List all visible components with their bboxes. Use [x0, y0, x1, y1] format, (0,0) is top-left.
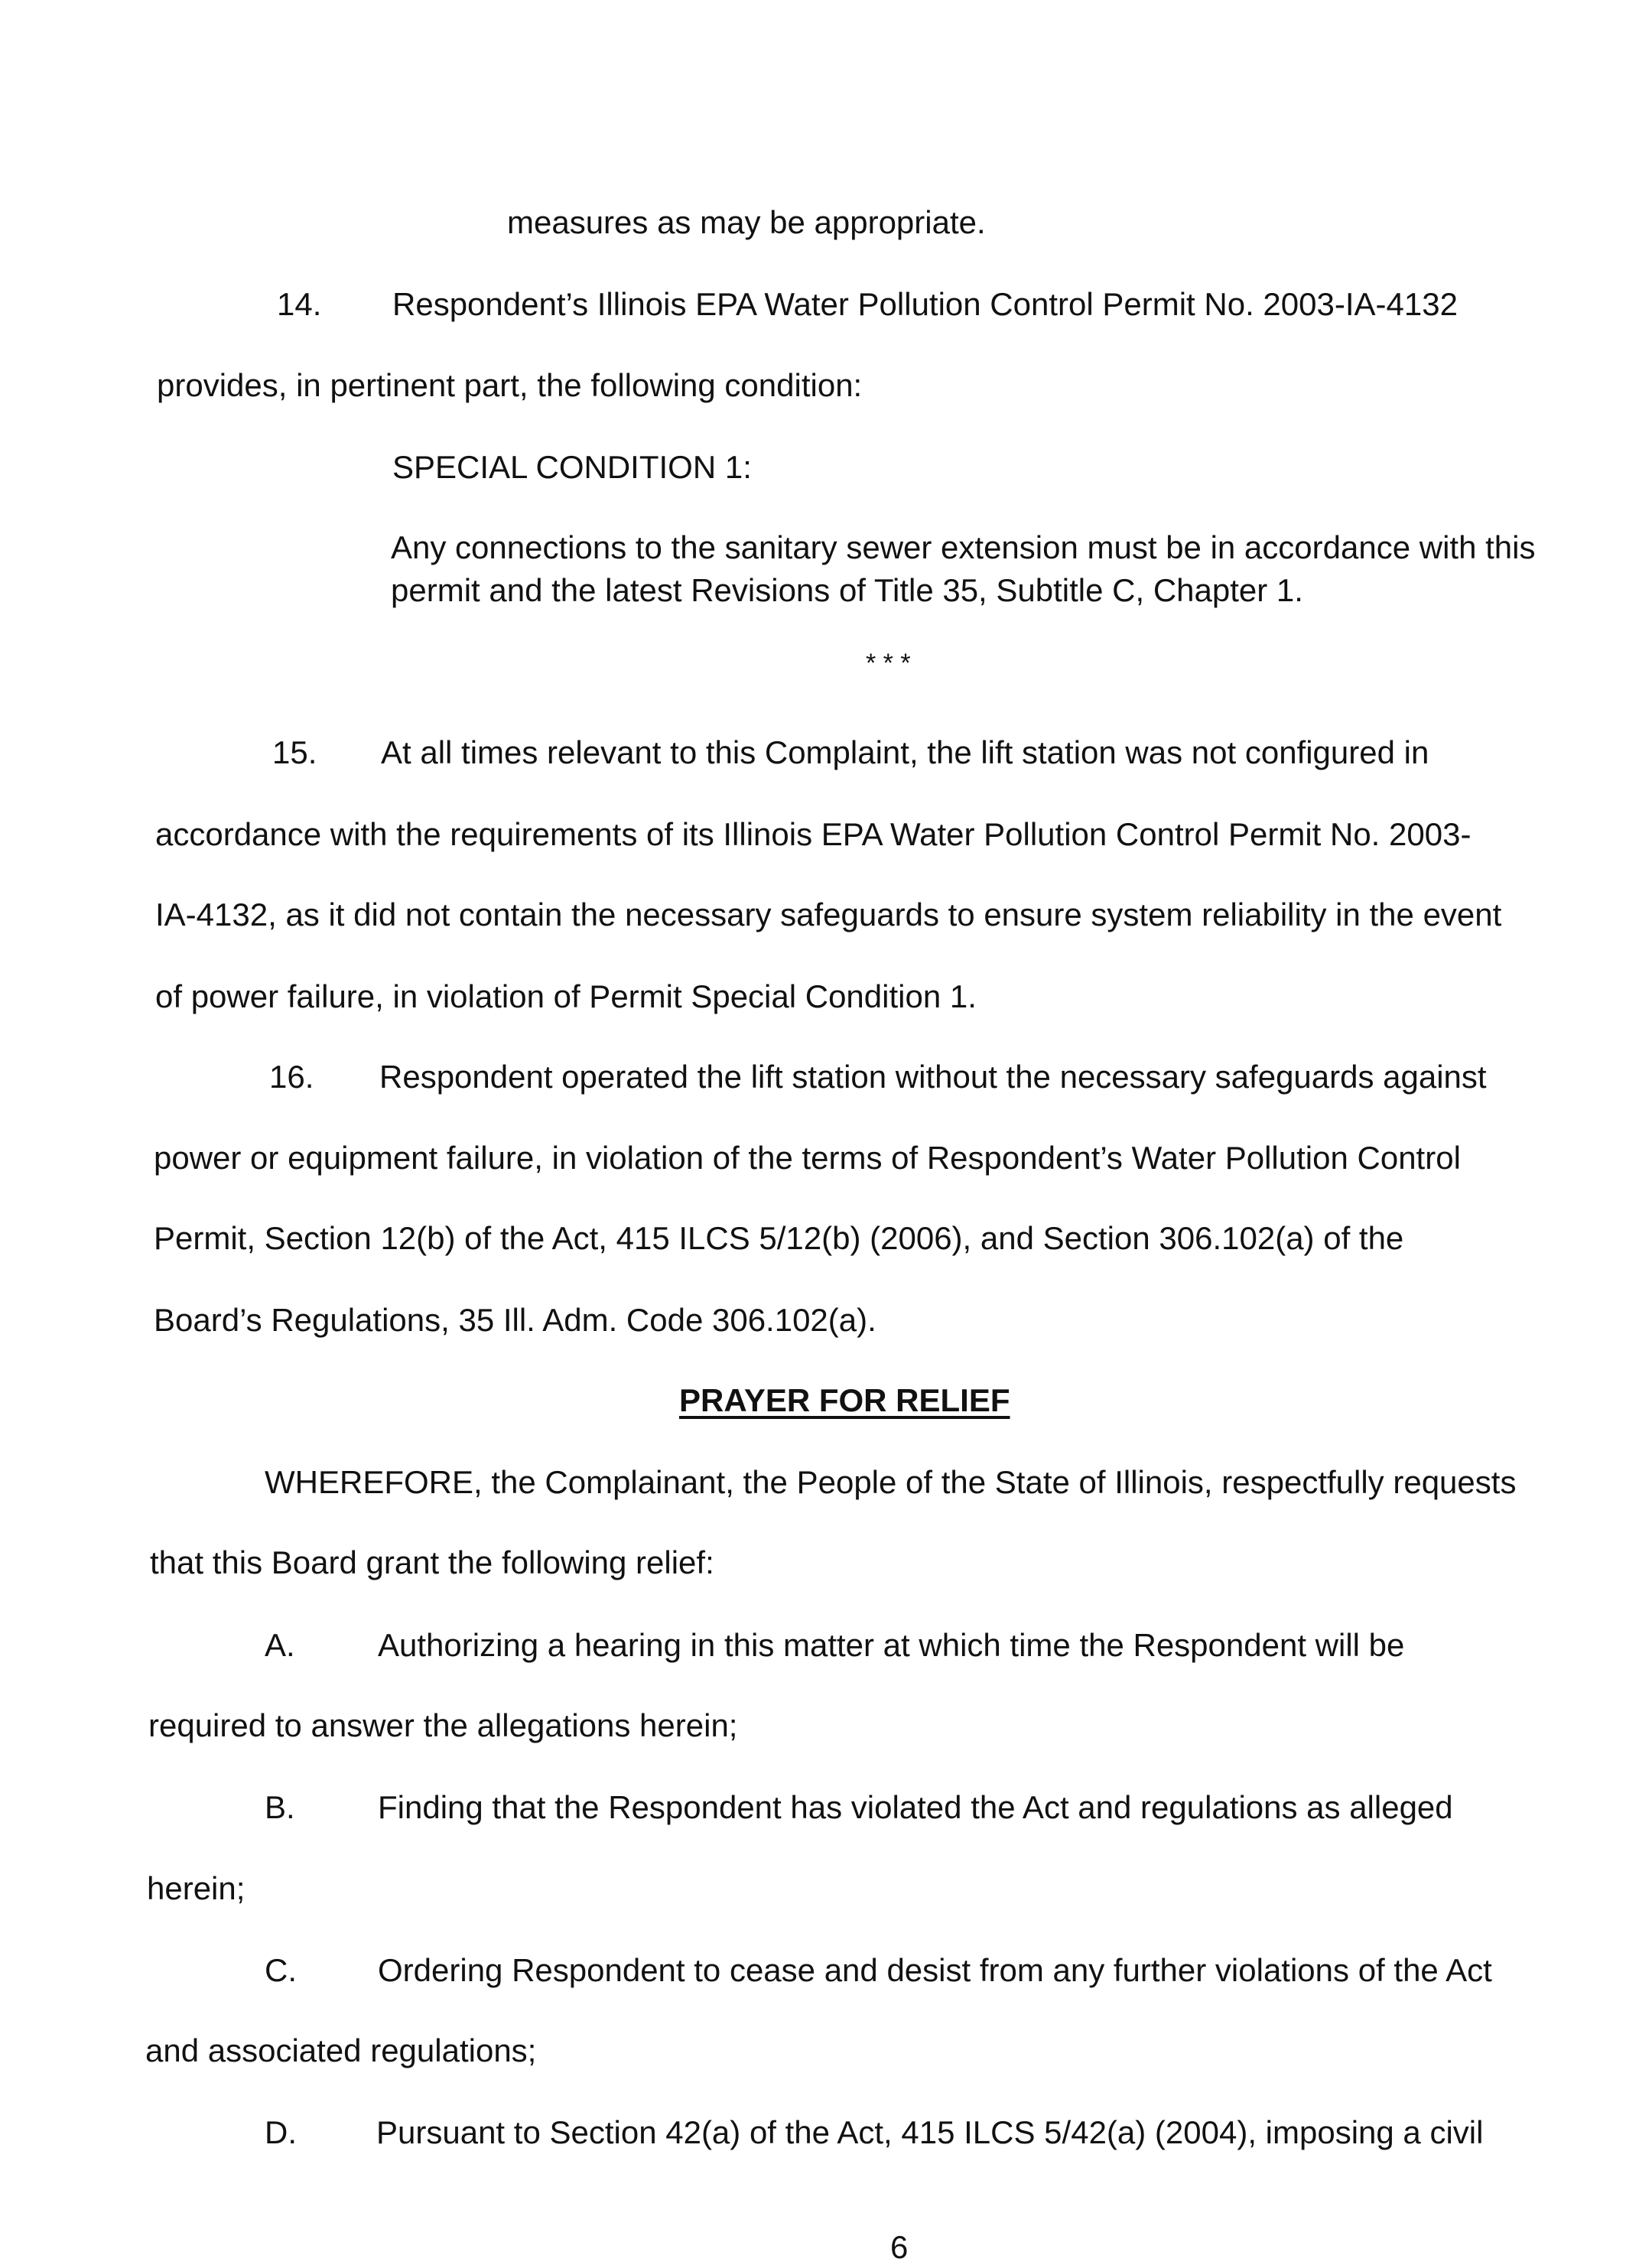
relief-a-line-2: required to answer the allegations herein;: [148, 1707, 738, 1743]
prayer-for-relief-heading: PRAYER FOR RELIEF: [679, 1382, 1010, 1418]
special-condition-line-2: permit and the latest Revisions of Title 35, Subtitle C, Chapter 1.: [391, 572, 1303, 608]
relief-d-letter: D.: [265, 2114, 297, 2150]
relief-c-line-2: and associated regulations;: [145, 2032, 537, 2068]
relief-a-line-1: Authorizing a hearing in this matter at which time the Respondent will be: [378, 1627, 1405, 1663]
paragraph-14-line-2: provides, in pertinent part, the following condition:: [157, 367, 863, 403]
special-condition-line-1: Any connections to the sanitary sewer extension must be in accordance with this: [391, 529, 1536, 565]
paragraph-16-line-4: Board’s Regulations, 35 Ill. Adm. Code 306.102(a).: [154, 1302, 876, 1338]
relief-c-line-1: Ordering Respondent to cease and desist from any further violations of the Act: [378, 1952, 1492, 1988]
wherefore-line-2: that this Board grant the following relief:: [150, 1544, 714, 1580]
paragraph-15-line-1: At all times relevant to this Complaint, the lift station was not configured in: [381, 734, 1429, 770]
quote-ellipsis: * * *: [866, 649, 911, 678]
paragraph-15-number: 15.: [272, 734, 317, 770]
relief-b-letter: B.: [265, 1789, 295, 1825]
relief-b-line-1: Finding that the Respondent has violated the Act and regulations as alleged: [378, 1789, 1453, 1825]
relief-b-line-2: herein;: [147, 1870, 246, 1906]
relief-d-line-1: Pursuant to Section 42(a) of the Act, 415 ILCS 5/42(a) (2004), imposing a civil: [376, 2114, 1484, 2150]
paragraph-14-line-1: Respondent’s Illinois EPA Water Pollution Control Permit No. 2003-IA-4132: [392, 286, 1458, 322]
paragraph-14-number: 14.: [277, 286, 322, 322]
continuation-line: measures as may be appropriate.: [507, 204, 986, 240]
paragraph-16-line-2: power or equipment failure, in violation of the terms of Respondent’s Water Pollution Control: [154, 1140, 1461, 1176]
paragraph-16-number: 16.: [269, 1059, 314, 1095]
relief-c-letter: C.: [265, 1952, 297, 1988]
page-number: 6: [890, 2229, 909, 2265]
paragraph-15-line-3: IA-4132, as it did not contain the necessary safeguards to ensure system reliability in the event: [155, 897, 1502, 932]
relief-a-letter: A.: [265, 1627, 295, 1663]
paragraph-15-line-4: of power failure, in violation of Permit Special Condition 1.: [155, 978, 977, 1014]
wherefore-line-1: WHEREFORE, the Complainant, the People of the State of Illinois, respectfully requests: [265, 1464, 1517, 1500]
paragraph-16-line-3: Permit, Section 12(b) of the Act, 415 ILCS 5/12(b) (2006), and Section 306.102(a) of the: [154, 1220, 1404, 1256]
paragraph-15-line-2: accordance with the requirements of its Illinois EPA Water Pollution Control Permit No. 2003-: [155, 816, 1472, 852]
paragraph-16-line-1: Respondent operated the lift station without the necessary safeguards against: [379, 1059, 1487, 1095]
special-condition-title: SPECIAL CONDITION 1:: [392, 449, 752, 485]
